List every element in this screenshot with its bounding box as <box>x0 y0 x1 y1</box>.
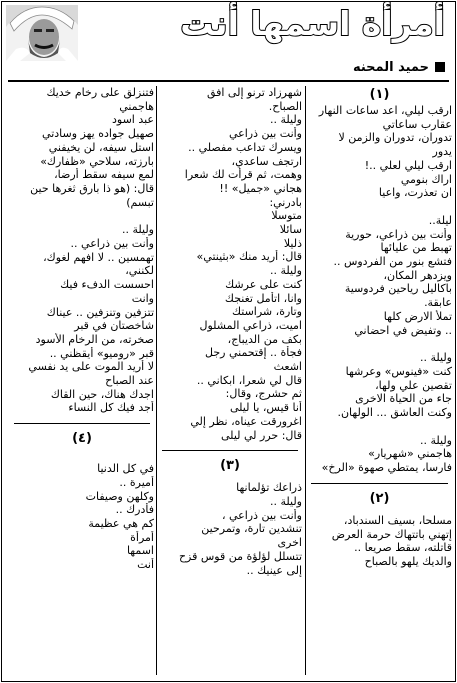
verse-block <box>10 462 154 572</box>
verse-line: بارزته، سلاحي «ظفارك» <box>40 154 154 168</box>
verse-line: قاتلته، سقط صريعا .. <box>354 541 452 555</box>
verse-line: كم هي عظيمة <box>88 516 154 530</box>
verse-line: ويزدهر المكان، <box>383 268 452 282</box>
verse-line: عابقة. <box>424 296 452 310</box>
verse-line: وليلة .. <box>419 433 452 447</box>
verse-line: وهمت، ثم قرأت لك شعرا <box>184 168 302 182</box>
author-name: حميد المحنه <box>352 60 429 75</box>
verse-line: وكلهن وصيفات <box>85 489 154 503</box>
verse-line: لكنني، <box>125 264 154 278</box>
verse-line: تهمسين .. لا افهم لغوك، <box>43 250 154 264</box>
verse-line: فأدرك .. <box>115 503 154 517</box>
column-middle <box>158 86 302 677</box>
verse-line: هجاني «جميل» !! <box>219 181 302 195</box>
verse-line: اغرورقت عيناه، نظر إلي <box>190 414 302 428</box>
verse-line: ثم حشرج، وقال: <box>225 387 302 401</box>
verse-line: في كل الدنيا <box>97 462 154 476</box>
verse-line: شهرزاد ترنو إلى افق <box>206 86 302 99</box>
verse-line: وليلة .. <box>269 494 302 508</box>
author-photo <box>6 5 78 61</box>
verse-line: إلى عينيك .. <box>246 563 302 577</box>
verse-block <box>307 104 452 200</box>
verse-line: ارقب ليلي، اعد ساعات النهار <box>318 104 452 117</box>
verse-block <box>158 481 302 577</box>
verse-line: متوسلا <box>271 209 302 223</box>
verse-line: تقصين علي ولها، <box>375 378 452 392</box>
poem-title: أمرأة اسمها أنت <box>180 4 445 43</box>
verse-line: باكاليل رياحين فردوسية <box>344 282 452 296</box>
verse-line: فتنزلق على رخام خديك <box>46 86 154 99</box>
verse-line: عند الصباح <box>105 374 154 388</box>
verse-line: ان تعذرت، واعيا <box>378 186 452 200</box>
verse-line: ويسرك تداعب مفصلي .. <box>188 140 302 154</box>
verse-line: بكف من الديباج، <box>227 332 302 346</box>
verse-line: لا أريد الموت على يد نفسي <box>28 360 154 374</box>
verse-line: اخرى <box>277 536 302 550</box>
verse-line: وأنت بين ذراعي ، <box>221 508 302 522</box>
verse-line: اجدك هناك، حين القاك <box>50 387 154 401</box>
verse-line: كنت على عرشك <box>225 277 302 291</box>
verse-line: لمع سيفه سقط أرضا، <box>54 168 154 182</box>
verse-line: أنت <box>137 558 154 572</box>
verse-line: عبد اسود <box>111 113 154 127</box>
verse-line: .. وتفيض في احضاني <box>354 323 452 337</box>
verse-line: وليلة .. <box>269 264 302 278</box>
verse-line: وأنت بين ذراعي <box>229 127 302 141</box>
verse-block <box>307 351 452 420</box>
verse-line: أميرة .. <box>119 475 154 489</box>
verse-line: تدوران، تدوران والزمن لا <box>338 131 452 145</box>
verse-block <box>307 514 452 569</box>
verse-block <box>307 214 452 337</box>
verse-line: صخرته، من الرخام الأسود <box>35 332 154 346</box>
verse-line: وتارة، شراستك <box>232 305 302 319</box>
verse-line: استل سيفه، لن يخيفني <box>48 140 154 154</box>
verse-line: ذليلا <box>283 236 302 250</box>
verse-line: قال: حرر لي ليلى <box>221 428 302 442</box>
verse-line: تتزفين وتنزفين .. عيناك <box>46 305 154 319</box>
verse-line: تبسم) <box>126 195 154 209</box>
verse-line: وأنت بين ذراعي .. <box>70 237 154 251</box>
verse-line: وليلة .. <box>419 351 452 365</box>
section-number: (٤) <box>72 431 92 447</box>
verse-line: اراك بنومي <box>400 172 452 186</box>
verse-line: مسلحا، بسيف السندباد، <box>343 513 452 527</box>
verse-line: جاء من الحياة الاخرى <box>355 392 452 406</box>
verse-line: وليلة .. <box>269 113 302 127</box>
column-divider <box>305 86 306 675</box>
verse-line: سائلا <box>279 223 302 237</box>
verse-line: عقارب ساعاتي <box>382 117 452 131</box>
verse-line: وكنت العاشق ... الولهان. <box>337 406 452 420</box>
verse-line: أجد فيك كل النساء <box>68 401 154 415</box>
verse-block <box>10 86 154 209</box>
verse-line: ذراعك تؤلمانها <box>236 481 302 495</box>
verse-line: تملأ الارض كلها <box>383 309 452 323</box>
verse-line: والديك يلهو بالصباح <box>364 554 452 568</box>
verse-line: احسست الدفء فيك <box>60 278 154 292</box>
section-number: (١) <box>369 87 390 102</box>
verse-line: بادرني: <box>269 195 302 209</box>
verse-line: أمرأة <box>130 530 154 544</box>
verse-line: تتسلل لؤلؤة من قوس قزح <box>178 549 302 563</box>
verse-line: ارقب ليلي لعلي ..! <box>364 158 452 172</box>
verse-line: اشعث <box>273 360 302 374</box>
verse-line: كنت «فينوس» وعرشها <box>345 364 452 378</box>
verse-line: وانت <box>131 291 154 305</box>
verse-line: وانا، اتأمل تغنجك <box>224 291 302 305</box>
verse-line: قال لي شعرا، ابكاني .. <box>196 373 302 387</box>
section-divider <box>162 450 298 451</box>
column-right <box>307 86 452 677</box>
column-divider <box>156 86 157 675</box>
verse-line: صهيل جواده يهز وسادتي <box>42 127 154 141</box>
verse-line: تنشدين تارة، وتمرحين <box>201 522 302 536</box>
column-left <box>10 86 154 677</box>
verse-line: ليلة.. <box>428 213 452 227</box>
verse-line: قبر «روميو» أيقظني .. <box>49 346 154 360</box>
section-divider <box>311 483 448 484</box>
verse-line: قال: أريد منك «بثينتي» <box>196 250 302 264</box>
verse-line: فجأة .. إقتحمني رجل <box>205 346 302 360</box>
verse-line: فارسا، يمتطي صهوة «الرخ» <box>321 461 452 475</box>
verse-block <box>307 434 452 475</box>
verse-line: تهبط من عليائها <box>380 241 452 255</box>
verse-line: هاجمني «شهريار» <box>368 447 452 461</box>
verse-line: وأنت بين ذراعي، حورية <box>345 227 452 241</box>
verse-line: الصباح. <box>268 99 302 113</box>
verse-line: اسمها <box>126 544 154 558</box>
verse-line: أنا قيس، يا ليلى <box>229 401 302 415</box>
verse-block <box>10 223 154 415</box>
square-bullet-icon <box>435 62 445 72</box>
verse-line: إتهني باتتهاك حرمة العرض <box>331 527 452 541</box>
section-number: (٣) <box>220 458 240 474</box>
verse-line: شاخصتان في قبر <box>74 319 154 333</box>
verse-line: ارتجف ساعدي، <box>231 154 302 168</box>
section-number: (٢) <box>369 490 390 506</box>
verse-line: وليلة .. <box>121 223 154 237</box>
section-divider <box>14 423 150 424</box>
verse-block <box>158 86 302 442</box>
verse-line: اميت، ذراعي المشلول <box>199 318 302 332</box>
verse-line: فتشع بنور من الفردوس .. <box>333 255 452 269</box>
author-byline <box>150 59 445 77</box>
verse-line: يدور <box>432 145 452 159</box>
verse-line: قال: (هو ذا بارق ثغرها حين <box>30 181 154 195</box>
header-rule <box>8 80 449 82</box>
verse-line: هاجمني <box>119 99 154 113</box>
